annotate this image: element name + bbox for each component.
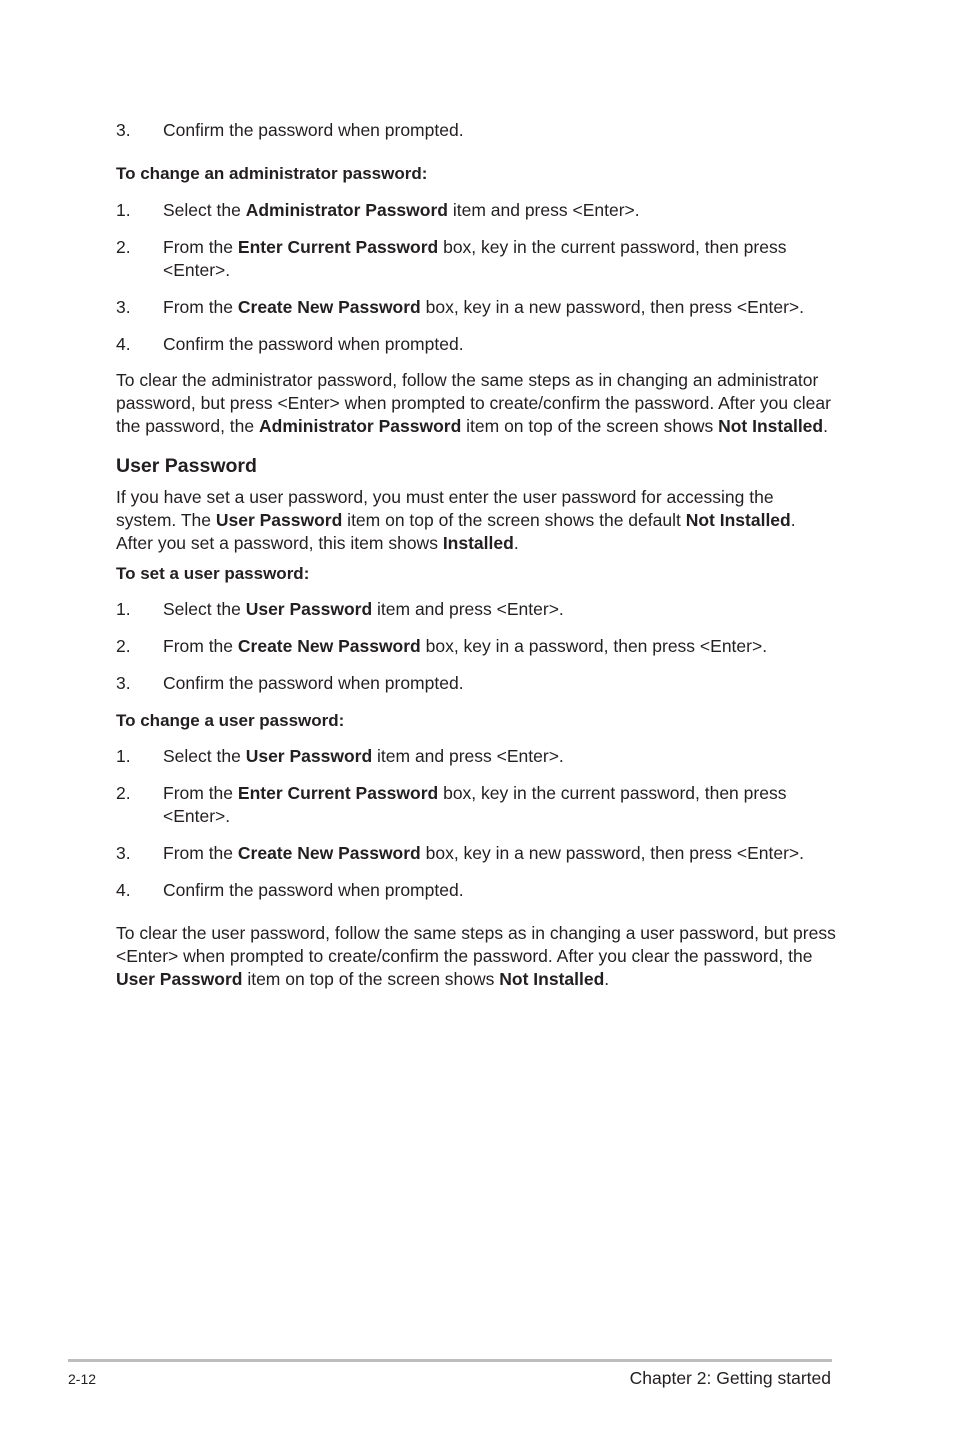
- step-text: Select the Administrator Password item and press <Enter>.: [163, 200, 640, 220]
- step-text: Select the User Password item and press <Enter>.: [163, 599, 564, 619]
- step-number: 3.: [116, 120, 131, 140]
- step-number: 2.: [116, 237, 131, 257]
- step-text: From the Enter Current Password box, key in the current password, then press <Enter>.: [163, 237, 787, 280]
- step-number: 4.: [116, 880, 131, 900]
- subheading-change-user-password: To change a user password:: [116, 711, 345, 730]
- subheading-set-user-password: To set a user password:: [116, 564, 310, 583]
- subheading-change-admin-password: To change an administrator password:: [116, 164, 428, 183]
- step-text: Select the User Password item and press <Enter>.: [163, 746, 564, 766]
- step-number: 1.: [116, 599, 131, 619]
- step-number: 1.: [116, 200, 131, 220]
- page-number: 2-12: [68, 1371, 97, 1387]
- paragraph-clear-user-password: To clear the user password, follow the same steps as in changing a user password, but press <Enter> when prompted to create/confirm the password. After you clear the password, the User Password item on top of the screen shows Not Installed.: [116, 923, 836, 989]
- step-text: Confirm the password when prompted.: [163, 673, 464, 693]
- step-text: Confirm the password when prompted.: [163, 120, 464, 140]
- step-number: 3.: [116, 297, 131, 317]
- step-text: From the Create New Password box, key in a new password, then press <Enter>.: [163, 297, 805, 317]
- step-number: 3.: [116, 673, 131, 693]
- paragraph-clear-admin-password: To clear the administrator password, follow the same steps as in changing an administrator password, but press <Enter> when prompted to create/confirm the password. After you clear the password, the Administrator Password item on top of the screen shows Not Installed.: [116, 370, 831, 436]
- footer-divider: [68, 1359, 832, 1362]
- step-number: 1.: [116, 746, 131, 766]
- step-text: Confirm the password when prompted.: [163, 880, 464, 900]
- step-text: From the Create New Password box, key in a new password, then press <Enter>.: [163, 843, 805, 863]
- step-text: From the Create New Password box, key in a password, then press <Enter>.: [163, 636, 768, 656]
- step-number: 3.: [116, 843, 131, 863]
- paragraph-user-password-intro: If you have set a user password, you must enter the user password for accessing the system. The User Password item on top of the screen shows the default Not Installed. After you set a password, this item shows Installed.: [116, 487, 796, 553]
- step-text: Confirm the password when prompted.: [163, 334, 464, 354]
- step-text: From the Enter Current Password box, key in the current password, then press <Enter>.: [163, 783, 787, 826]
- step-number: 2.: [116, 783, 131, 803]
- step-number: 4.: [116, 334, 131, 354]
- chapter-title: Chapter 2: Getting started: [629, 1368, 831, 1388]
- section-heading-user-password: User Password: [116, 455, 257, 477]
- step-number: 2.: [116, 636, 131, 656]
